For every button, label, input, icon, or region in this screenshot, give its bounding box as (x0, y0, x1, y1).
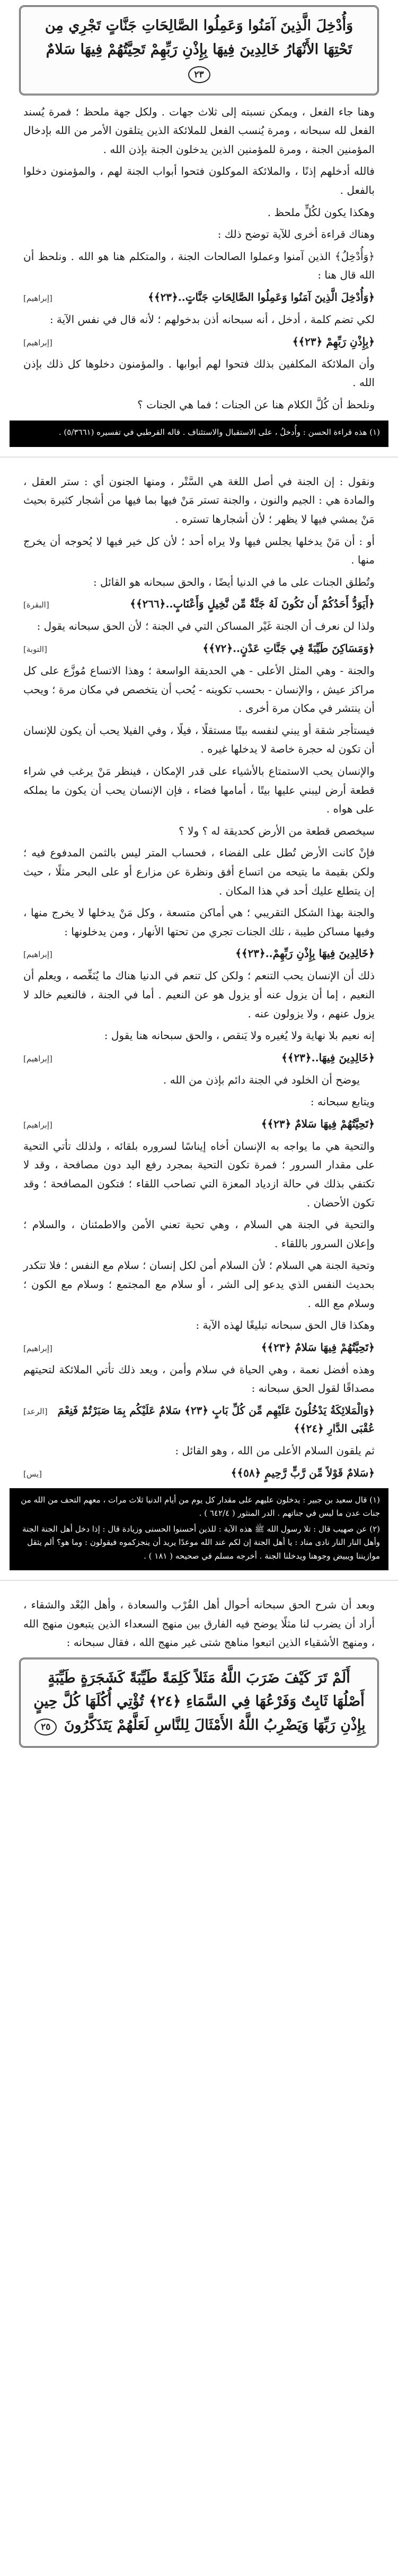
surah-reference: [إبراهيم] (23, 293, 52, 303)
verse-text: وَأُدْخِلَ الَّذِينَ آمَنُوا وَعَمِلُوا الصَّالِحَاتِ جَنَّاتٍ تَجْرِي مِن تَحْتِهَا الأَنْهَارُ خَالِدِينَ فِيهَا بِإِذْنِ رَبِّهِمْ تَحِيَّتُهُمْ فِيهَا سَلامٌ (45, 17, 353, 58)
footnotes-block-1 (10, 421, 388, 447)
paragraph: ذلك أن الإنسان يحب التنعم ؛ ولكن كل تنعم في الدنيا هناك ما يُنَغِّصه ، ويعلم أن النعيم ، إما أن يزول عنه أو يزول هو عن النعيم . أما في الجنة ، فالنعيم خالد لا يزول عنهم ، ولا يزولون عنه . (23, 969, 375, 1020)
footnote: (١) هذه قراءة الحسن : وأُدخلُ ، على الاستقبال والاستئناف . قاله القرطبي في تفسيره (٥/٣٦٦١) . (58, 427, 380, 437)
paragraph: ونلحظ أن كُلَّ الكلام هنا عن الجنات ؛ فما هي الجنات ؟ (137, 398, 375, 411)
quote-text: ﴿سَلامٌ قَوْلاً مِّن رَّبٍّ رَّحِيمٍ ﴿٥٨﴾﴾ (231, 1466, 375, 1479)
quran-quote (23, 1049, 375, 1067)
paragraph: ويتابع سبحانه : (310, 1095, 375, 1108)
paragraph: لكي تضم كلمة ، أدخل ، أنه سبحانه أذن بدخولهم ؛ لأنه قال في نفس الآية : (49, 312, 375, 326)
quran-quote (23, 639, 375, 657)
verse-banner-bottom (19, 1658, 379, 1748)
paragraph: إنه نعيم بلا نهاية ولا يُغيره ولا يَنقص ، والحق سبحانه هنا يقول : (104, 1029, 375, 1042)
paragraph: وهكذا يكون لكُلٍّ ملحظ . (267, 205, 375, 219)
quran-quote (23, 288, 375, 306)
surah-reference: [إبراهيم] (23, 337, 52, 347)
paragraph: ﴿وَأُدْخِلُ﴾ الذين آمنوا وعملوا الصالحات الجنة ، والمتكلم هنا هو الله . ونلحظ أن الله قال هنا : (23, 249, 375, 282)
paragraph: وهذه أفضل نعمة ، وهي الحياة في سلام وأمن ، ويعد ذلك تأتي الملائكة لتحيتهم مصداقًا لقول الحق سبحانه : (23, 1363, 375, 1395)
footnote: (١) قال سعيد بن جبير : يدخلون عليهم على مقدار كل يوم من أيام الدنيا ثلاث مرات ، معهم التحف من الله من جنات عدن ما ليس في جناتهم . الدر المنثور ( ٦٤٢/٤ ) . (21, 1495, 380, 1518)
verse-banner-top (19, 5, 379, 95)
surah-reference: [إبراهيم] (23, 950, 52, 960)
quran-quote (23, 1115, 375, 1133)
surah-reference: [إبراهيم] (23, 1120, 52, 1130)
paragraph: والتحية هي ما يواجه به الإنسان أخاه إيناسًا لسروره بلقائه ، ولذلك تأتي التحية على مقدار السرور ؛ فمرة تكون التحية بمجرد رفع اليد دون مصافحة ، وقد لا تكتفي بذلك في حالة ازدياد المعزة التي تصاحب اللقاء ؛ فتكون المصافحة ؛ وقد تكون الأحضان . (23, 1139, 375, 1209)
quote-text: ﴿تَحِيَّتُهُمْ فِيهَا سَلامٌ ﴿٢٣﴾﴾ (261, 1117, 375, 1130)
surah-reference: [إبراهيم] (23, 1053, 52, 1063)
quote-text: ﴿تَحِيَّتُهُمْ فِيهَا سَلامٌ ﴿٢٣﴾﴾ (261, 1340, 375, 1354)
surah-reference: [التوبة] (23, 645, 47, 655)
footnote: (٢) عن صهيب قال : تلا رسول الله ﷺ هذه الآية : للذين أحسنوا الحسنى وزيادة قال : إذا دخل أهل الجنة الجنة وأهل النار النار نادى مناد : يا أهل الجنة إن لكم عند الله موعدًا يريد أن ينجزكموه فيقولون : وما هو؟ ألم يثقل موازيننا ويبيض وجوهنا ويدخلنا الجنة . أخرجه مسلم في صحيحه ( ١٨١ ) . (22, 1524, 380, 1561)
paragraph: ولذا لن نعرف أن الجنة غَيْر المساكن التي في الجنة ؛ لأن الحق سبحانه يقول : (37, 620, 375, 633)
verse-text: أَلَمْ تَرَ كَيْفَ ضَرَبَ اللَّهُ مَثَلاً كَلِمَةً طَيِّبَةً كَشَجَرَةٍ طَيِّبَةٍ أَصْلُهَا ثَابِتٌ وَفَرْعُهَا فِي السَّمَاءِ ﴿٢٤﴾ تُؤْتِي أُكُلَهَا كُلَّ حِينٍ بِإِذْنِ رَبِّهَا وَيَضْرِبُ اللَّهُ الأَمْثَالَ لِلنَّاسِ لَعَلَّهُمْ يَتَذَكَّرُونَ (33, 1669, 366, 1733)
surah-reference: [الرعد] (23, 1407, 48, 1417)
paragraph: وهنا جاء الفعل ، ويمكن نسبته إلى ثلاث جهات . ولكل جهة ملحظ ؛ فمرة يُسند الفعل لله سبحانه ، ومرة يُنسب الفعل للملائكة الذين يتلقون الأمر من الله بإدخال المؤمنين الجنة ، ومرة للمؤمنين الذين يدخلون الجنة بإذن الله . (23, 105, 375, 156)
paragraph: ونقول : إن الجنة في أصل اللغة هي السَّتْر ، ومنها الجنون أي : ستر العقل ، والمادة هي : الجيم والنون ، والجنة تستر مَنْ فيها بما فيها من أشجار كثيرة بحيث مَنْ يمشي فيها لا يظهر ؛ لأن أشجارها تستره . (23, 475, 375, 526)
quote-text: ﴿خَالِدِينَ فِيهَا بِإِذْنِ رَبِّهِمْ..﴿٢٣﴾﴾ (235, 947, 375, 960)
paragraph: وتحية الجنة هي السلام ؛ لأن السلام أمن لكل إنسان ؛ سلام مع النفس ؛ فلا تتكدر بحديث النفس الذي يدعو إلى الشر ، أو سلام مع المجتمع ؛ وسلام مع الكون ؛ وسلام مع الله . (23, 1259, 375, 1310)
paragraph: وبعد أن شرح الحق سبحانه أحوال أهل القُرْب والسعادة ، وأهل البُعْد والشقاء ، أراد أن يضرب لنا مثلًا يوضح فيه الفارق بين منهج السعداء الذين يتبعون منهج الله ، ومنهج الأشقياء الذين اتبعوا مناهج شتى غير منهج الله ، فقال سبحانه : (23, 1598, 375, 1649)
quote-text: ﴿خَالِدِينَ فِيهَا..﴿٢٣﴾﴾ (281, 1051, 375, 1064)
paragraph: والجنة بهذا الشكل التقريبي ؛ هي أماكن متسعة ، وكل مَنْ يدخلها لا يخرج منها ، وفيها مساكن طيبة ، تلك الجنات تجري من تحتها الأنهار ، ومن يدخلونها : (23, 906, 375, 938)
paragraph: سيخصص قطعة من الأرض كحديقة له ؟ ولا ؟ (179, 824, 375, 837)
paragraph: فالله أدخلهم إذنًا ، والملائكة الموكلون فتحوا أبواب الجنة لهم ، والمؤمنون دخلوا بالفعل . (23, 165, 375, 197)
paragraph: وتُطلق الجنات على ما في الدنيا أيضًا ، والحق سبحانه هو القائل : (93, 575, 375, 588)
surah-reference: [إبراهيم] (23, 1343, 52, 1353)
book-page (0, 5, 398, 2576)
quran-quote (23, 333, 375, 351)
quote-text: ﴿وَمَسَاكِنَ طَيِّبَةً فِي جَنَّاتِ عَدْنٍ..﴿٧٢﴾﴾ (202, 642, 375, 655)
ayah-number-badge: ٢٣ (188, 66, 210, 83)
commentary-section-1 (0, 103, 398, 415)
quran-quote (23, 1401, 375, 1437)
paragraph: أو : أن مَنْ يدخلها يجلس فيها ولا يراه أحد ؛ لأن كل خير فيها لا يُحوجه أن يخرج منها . (23, 534, 375, 567)
quote-text: ﴿وَأُدْخِلَ الَّذِينَ آمَنُوا وَعَمِلُوا الصَّالِحَاتِ جَنَّاتٍ..﴿٢٣﴾﴾ (148, 290, 375, 303)
quote-text: ﴿أَيَوَدُّ أَحَدُكُمْ أَن تَكُونَ لَهُ جَنَّةٌ مِّن نَّخِيلٍ وَأَعْنَابٍ..﴿٢٦٦﴾﴾ (130, 597, 375, 611)
page-separator (0, 1580, 398, 1596)
paragraph: وأن الملائكة المكلفين بذلك فتحوا لهم أبوابها . والمؤمنون دخلوها كل ذلك بإذن الله . (23, 357, 375, 389)
ayah-number-badge: ٢٥ (34, 1719, 57, 1736)
quran-quote (23, 1338, 375, 1356)
commentary-section-2 (0, 472, 398, 1482)
quote-text: ﴿بِإِذْنِ رَبِّهِمْ ﴿٢٣﴾﴾ (292, 335, 375, 348)
paragraph: والجنة - وهي المثل الأعلى - هي الحديقة الواسعة ؛ وهذا الاتساع مُوزَّع على كل مراكز عيش ، والإنسان - بحسب تكوينه - يُحب أن يتخصص في مكان مرة ؛ ويحب أن ينتشر في مكان مرة أخرى . (23, 664, 375, 715)
paragraph: وهكذا قال الحق سبحانه تبليغًا لهذه الآية : (196, 1319, 375, 1332)
quran-quote (23, 1464, 375, 1482)
paragraph: فإنْ كانت الأرض تُطل على الفضاء ، فحساب المتر ليس بالثمن المدفوع فيه ؛ ولكن بقيمة ما يتيحه من اتساع أفق ونظرة عن مزارع أو على البحر مثلًا ، حيث إن يتطلع عليك أحد في هذا المكان . (23, 846, 375, 897)
paragraph: فيستأجر شقة أو يبني لنفسه بيتًا مستقلًا ، فيلًا ، وفي الفيلا يحب أن يكون للإنسان أن تكون له حجرة خاصة لا يدخلها غيره . (23, 723, 375, 756)
page-separator (0, 457, 398, 472)
quran-quote (23, 595, 375, 613)
footnotes-block-2 (10, 1488, 388, 1571)
surah-reference: [البقرة] (23, 600, 49, 610)
quote-text: ﴿وَالْمَلائِكَةُ يَدْخُلُونَ عَلَيْهِم مِّن كُلِّ بَابٍ ﴿٢٣﴾ سَلامٌ عَلَيْكُم بِمَا صَبَرْتُمْ فَنِعْمَ عُقْبَى الدَّارِ ﴿٢٤﴾﴾ (57, 1404, 375, 1435)
surah-reference: [يس] (23, 1469, 42, 1479)
paragraph: ثم يلقون السلام الأعلى من الله ، وهو القائل : (175, 1444, 375, 1457)
paragraph: يوضح أن الخلود في الجنة دائم بإذن من الله . (163, 1073, 360, 1086)
commentary-section-3 (0, 1596, 398, 1652)
paragraph: والإنسان يحب الاستمتاع بالأشياء على قدر الإمكان ، فينظر مَنْ يرغب في شراء قطعة أرض ليبني عليها بيتًا ، أمامها فضاء ، فإن الإنسان يحب أن يكون ما يملكه على هواه . (23, 764, 375, 816)
paragraph: وهناك قراءة أخرى للآية توضح ذلك : (217, 228, 375, 241)
paragraph: والتحية في الجنة هي السلام ، وهي تحية تعني الأمن والاطمئنان ، والسلام ؛ وإعلان السرور باللقاء . (23, 1218, 375, 1250)
quran-quote (23, 944, 375, 962)
